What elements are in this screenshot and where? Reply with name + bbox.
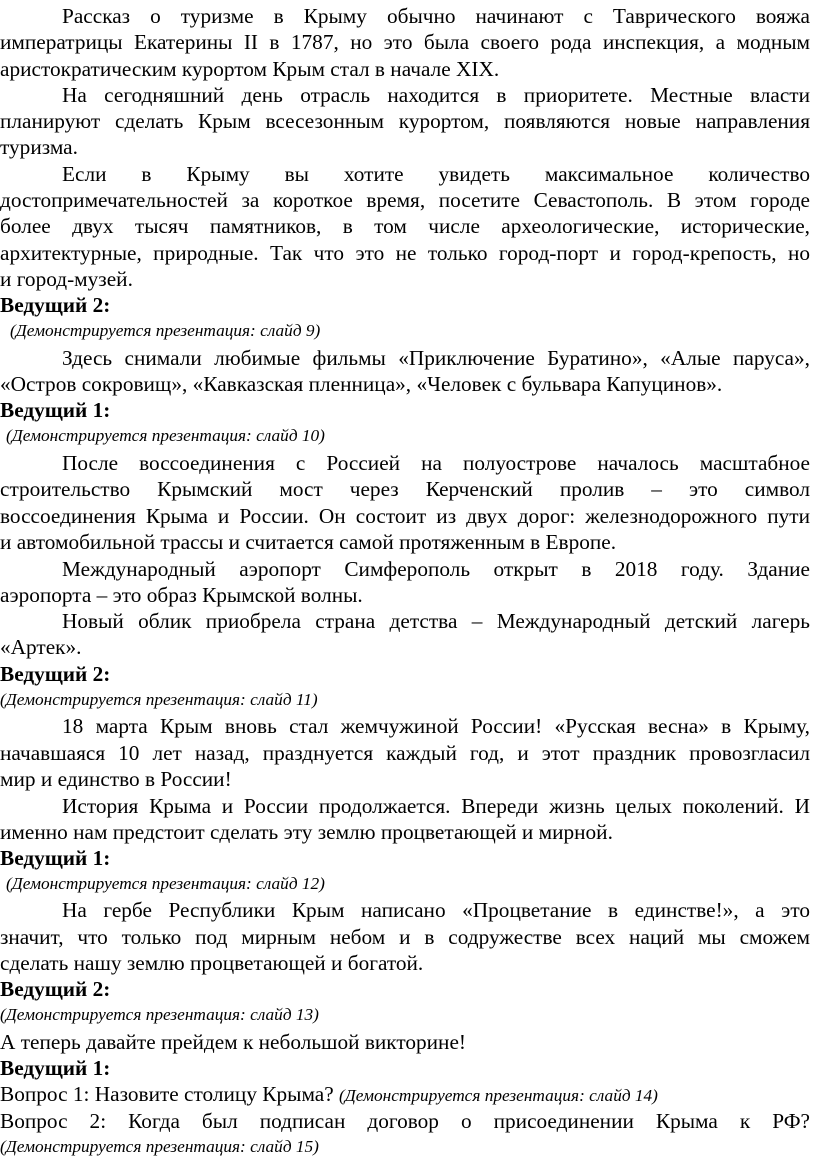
line-text: Если в Крыму вы хотите увидеть максимальное количество (62, 162, 810, 186)
presentation-note (0, 1002, 810, 1028)
presentation-note (6, 871, 810, 897)
line-text: императрицы Екатерины II в 1787, но это была своего рода инспекция, а модным (0, 30, 810, 54)
text-line (0, 187, 810, 213)
text-line (62, 345, 810, 371)
text-line (0, 924, 810, 950)
text-line (0, 582, 810, 608)
text-line (0, 213, 810, 239)
speaker-heading (0, 976, 810, 1002)
line-text: Здесь снимали любимые фильмы «Приключение Буратино», «Алые паруса», (62, 346, 810, 370)
line-text: (Демонстрируется презентация: слайд 11) (0, 690, 318, 709)
text-line (0, 266, 810, 292)
text-line (0, 108, 810, 134)
text-line (0, 1108, 810, 1134)
line-text: и автомобильной трассы и считается самой протяженным в Европе. (0, 530, 617, 554)
text-line (0, 740, 810, 766)
line-text: достопримечательностей за короткое время, посетите Севастополь. В этом городе (0, 188, 810, 212)
text-line (0, 819, 810, 845)
text-line (62, 450, 810, 476)
text-line (0, 529, 810, 555)
line-text: Ведущий 2: (0, 293, 111, 317)
text-line (62, 897, 810, 923)
line-text: (Демонстрируется презентация: слайд 12) (6, 874, 325, 893)
text-line (62, 161, 810, 187)
text-line (0, 240, 810, 266)
line-text: Новый облик приобрела страна детства – Международный детский лагерь (62, 609, 810, 633)
text-line (0, 476, 810, 502)
line-text: мир и единство в России! (0, 767, 232, 791)
line-text: аэропорта – это образ Крымской волны. (0, 583, 363, 607)
text-line (0, 29, 810, 55)
line-text: более двух тысяч памятников, в том числе археологические, исторические, (0, 214, 810, 238)
line-text: Ведущий 2: (0, 977, 111, 1001)
line-text: (Демонстрируется презентация: слайд 13) (0, 1005, 319, 1024)
line-text: Вопрос 2: Когда был подписан договор о присоединении Крыма к РФ? (0, 1109, 810, 1133)
text-line (62, 608, 810, 634)
presentation-note (10, 318, 810, 344)
line-text: воссоединения Крыма и России. Он состоит из двух дорог: железнодорожного пути (0, 504, 810, 528)
line-text: Рассказ о туризме в Крыму обычно начинают с Таврического вояжа (62, 4, 810, 28)
text-line (0, 950, 810, 976)
line-text: Международный аэропорт Симферополь открыт в 2018 году. Здание (62, 557, 810, 581)
line-text: (Демонстрируется презентация: слайд 15) (0, 1137, 319, 1156)
text-line (62, 713, 810, 739)
text-line (0, 134, 810, 160)
line-text: архитектурные, природные. Так что это не только город-порт и город-крепость, но (0, 241, 810, 265)
line-text: сделать нашу землю процветающей и богатой. (0, 951, 424, 975)
line-text: туризма. (0, 135, 78, 159)
presentation-note (0, 687, 810, 713)
text-line (62, 793, 810, 819)
line-text: А теперь давайте прейдем к небольшой викторине! (0, 1030, 466, 1054)
text-line (62, 82, 810, 108)
line-text: Ведущий 1: (0, 1056, 111, 1080)
speaker-heading (0, 1055, 810, 1081)
line-text: аристократическим курортом Крым стал в начале XIX. (0, 57, 500, 81)
line-text: Ведущий 1: (0, 846, 111, 870)
text-line (62, 556, 810, 582)
text-line (0, 56, 810, 82)
text-line (0, 634, 810, 660)
line-text: Ведущий 1: (0, 398, 111, 422)
text-line (0, 371, 810, 397)
line-text: значит, что только под мирным небом и в содружестве всех наций мы сможем (0, 925, 810, 949)
line-text: На сегодняшний день отрасль находится в приоритете. Местные власти (62, 83, 810, 107)
line-text: 18 марта Крым вновь стал жемчужиной России! «Русская весна» в Крыму, (62, 714, 810, 738)
speaker-heading (0, 292, 810, 318)
line-text: «Артек». (0, 635, 82, 659)
text-line (0, 1029, 810, 1055)
text-line (62, 3, 810, 29)
presentation-note: (Демонстрируется презентация: слайд 14) (339, 1086, 658, 1105)
line-text: (Демонстрируется презентация: слайд 10) (6, 426, 325, 445)
line-text: История Крыма и России продолжается. Впереди жизнь целых поколений. И (62, 794, 810, 818)
line-text: На гербе Республики Крым написано «Процветание в единстве!», а это (62, 898, 810, 922)
line-text: Ведущий 2: (0, 662, 111, 686)
text-line (0, 1081, 810, 1107)
speaker-heading (0, 661, 810, 687)
text-line (0, 503, 810, 529)
text-line (0, 766, 810, 792)
line-text: строительство Крымский мост через Керченский пролив – это символ (0, 477, 810, 501)
line-text: Вопрос 1: Назовите столицу Крыма? (0, 1082, 340, 1106)
speaker-heading (0, 845, 810, 871)
line-text: планируют сделать Крым всесезонным курортом, появляются новые направления (0, 109, 810, 133)
line-text: После воссоединения с Россией на полуострове началось масштабное (62, 451, 810, 475)
line-text: и город-музей. (0, 267, 133, 291)
speaker-heading (0, 397, 810, 423)
line-text: (Демонстрируется презентация: слайд 9) (10, 321, 321, 340)
presentation-note (0, 1134, 810, 1160)
line-text: «Остров сокровищ», «Кавказская пленница», «Человек с бульвара Капуцинов». (0, 372, 723, 396)
line-text: именно нам предстоит сделать эту землю процветающей и мирной. (0, 820, 613, 844)
presentation-note (6, 423, 810, 449)
line-text: начавшаяся 10 лет назад, празднуется каждый год, и этот праздник провозгласил (0, 741, 810, 765)
